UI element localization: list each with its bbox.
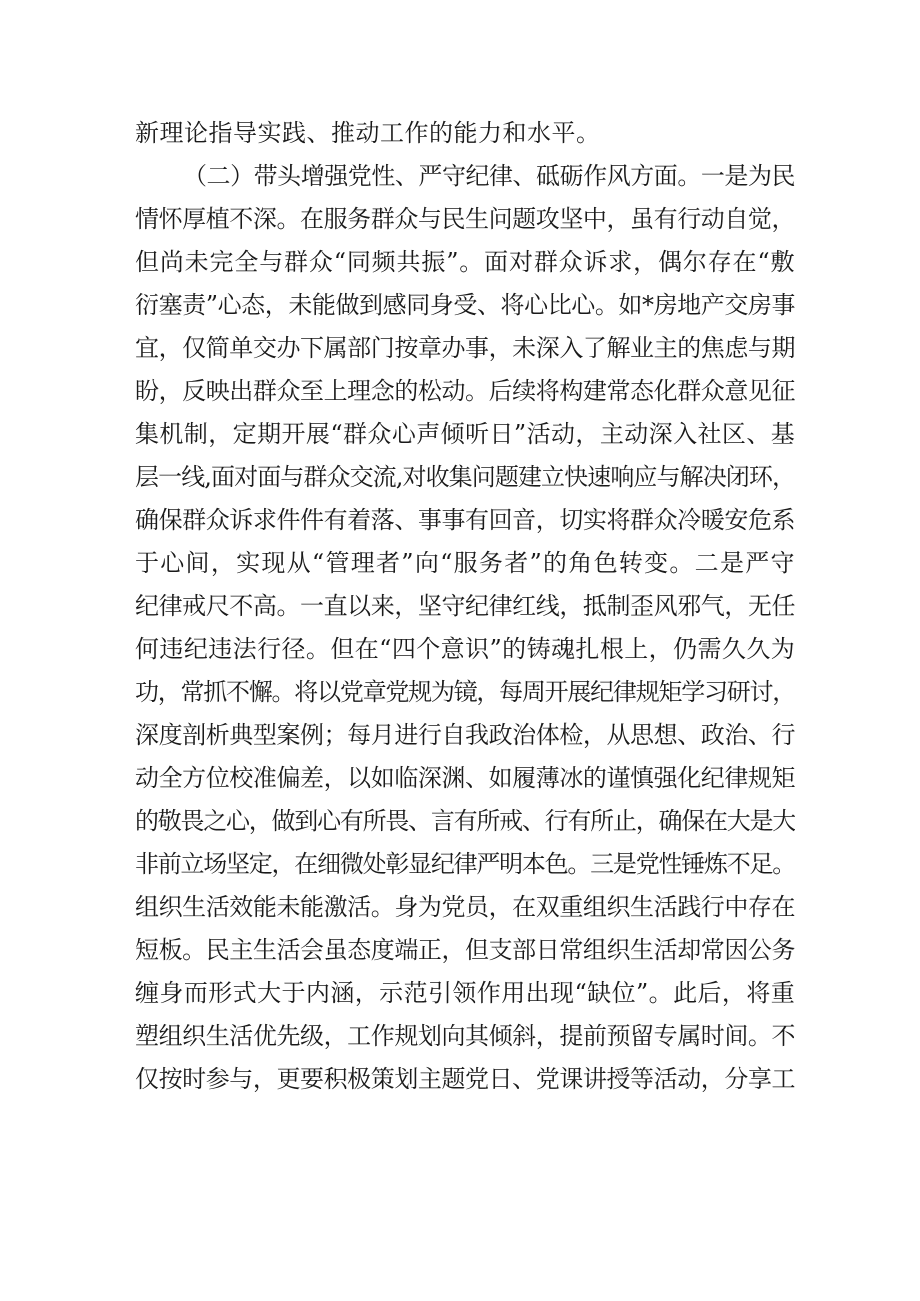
text-line: 确保群众诉求件件有着落、事事有回音，切实将群众冷暖安危系 (135, 506, 795, 534)
text-line: 深度剖析典型案例；每月进行自我政治体检，从思想、政治、行 (135, 721, 795, 749)
text-line: 新理论指导实践、推动工作的能力和水平。 (135, 119, 601, 147)
text-line: 的敬畏之心，做到心有所畏、言有所戒、行有所止，确保在大是大 (135, 807, 795, 835)
text-line: 层一线,面对面与群众交流,对收集问题建立快速响应与解决闭环， (135, 463, 795, 491)
text-line: 非前立场坚定，在细微处彰显纪律严明本色。三是党性锤炼不足。 (135, 850, 795, 878)
body-text (135, 112, 795, 1101)
text-line: 功，常抓不懈。将以党章党规为镜，每周开展纪律规矩学习研讨， (135, 678, 795, 706)
text-line: 仅按时参与，更要积极策划主题党日、党课讲授等活动，分享工 (135, 1065, 795, 1093)
text-line: 衍塞责”心态，未能做到感同身受、将心比心。如*房地产交房事 (135, 291, 795, 319)
section-heading-line: （二）带头增强党性、严守纪律、砥砺作风方面。一是为民 (183, 162, 795, 190)
text-line: 集机制，定期开展“群众心声倾听日”活动，主动深入社区、基 (135, 420, 795, 448)
text-line: 盼，反映出群众至上理念的松动。后续将构建常态化群众意见征 (135, 377, 795, 405)
text-line: 动全方位校准偏差，以如临深渊、如履薄冰的谨慎强化纪律规矩 (135, 764, 795, 792)
text-line: 组织生活效能未能激活。身为党员，在双重组织生活践行中存在 (135, 893, 795, 921)
text-line: 于心间，实现从“管理者”向“服务者”的角色转变。二是严守 (135, 549, 795, 577)
text-line: 宜，仅简单交办下属部门按章办事，未深入了解业主的焦虑与期 (135, 334, 795, 362)
text-line: 但尚未完全与群众“同频共振”。面对群众诉求，偶尔存在“敷 (135, 248, 795, 276)
text-line: 情怀厚植不深。在服务群众与民生问题攻坚中，虽有行动自觉， (135, 205, 795, 233)
text-line: 何违纪违法行径。但在“四个意识”的铸魂扎根上，仍需久久为 (135, 635, 795, 663)
text-line: 塑组织生活优先级，工作规划向其倾斜，提前预留专属时间。不 (135, 1022, 795, 1050)
text-line: 纪律戒尺不高。一直以来，坚守纪律红线，抵制歪风邪气，无任 (135, 592, 795, 620)
text-line: 缠身而形式大于内涵，示范引领作用出现“缺位”。此后，将重 (135, 979, 795, 1007)
text-line: 短板。民主生活会虽态度端正，但支部日常组织生活却常因公务 (135, 936, 795, 964)
